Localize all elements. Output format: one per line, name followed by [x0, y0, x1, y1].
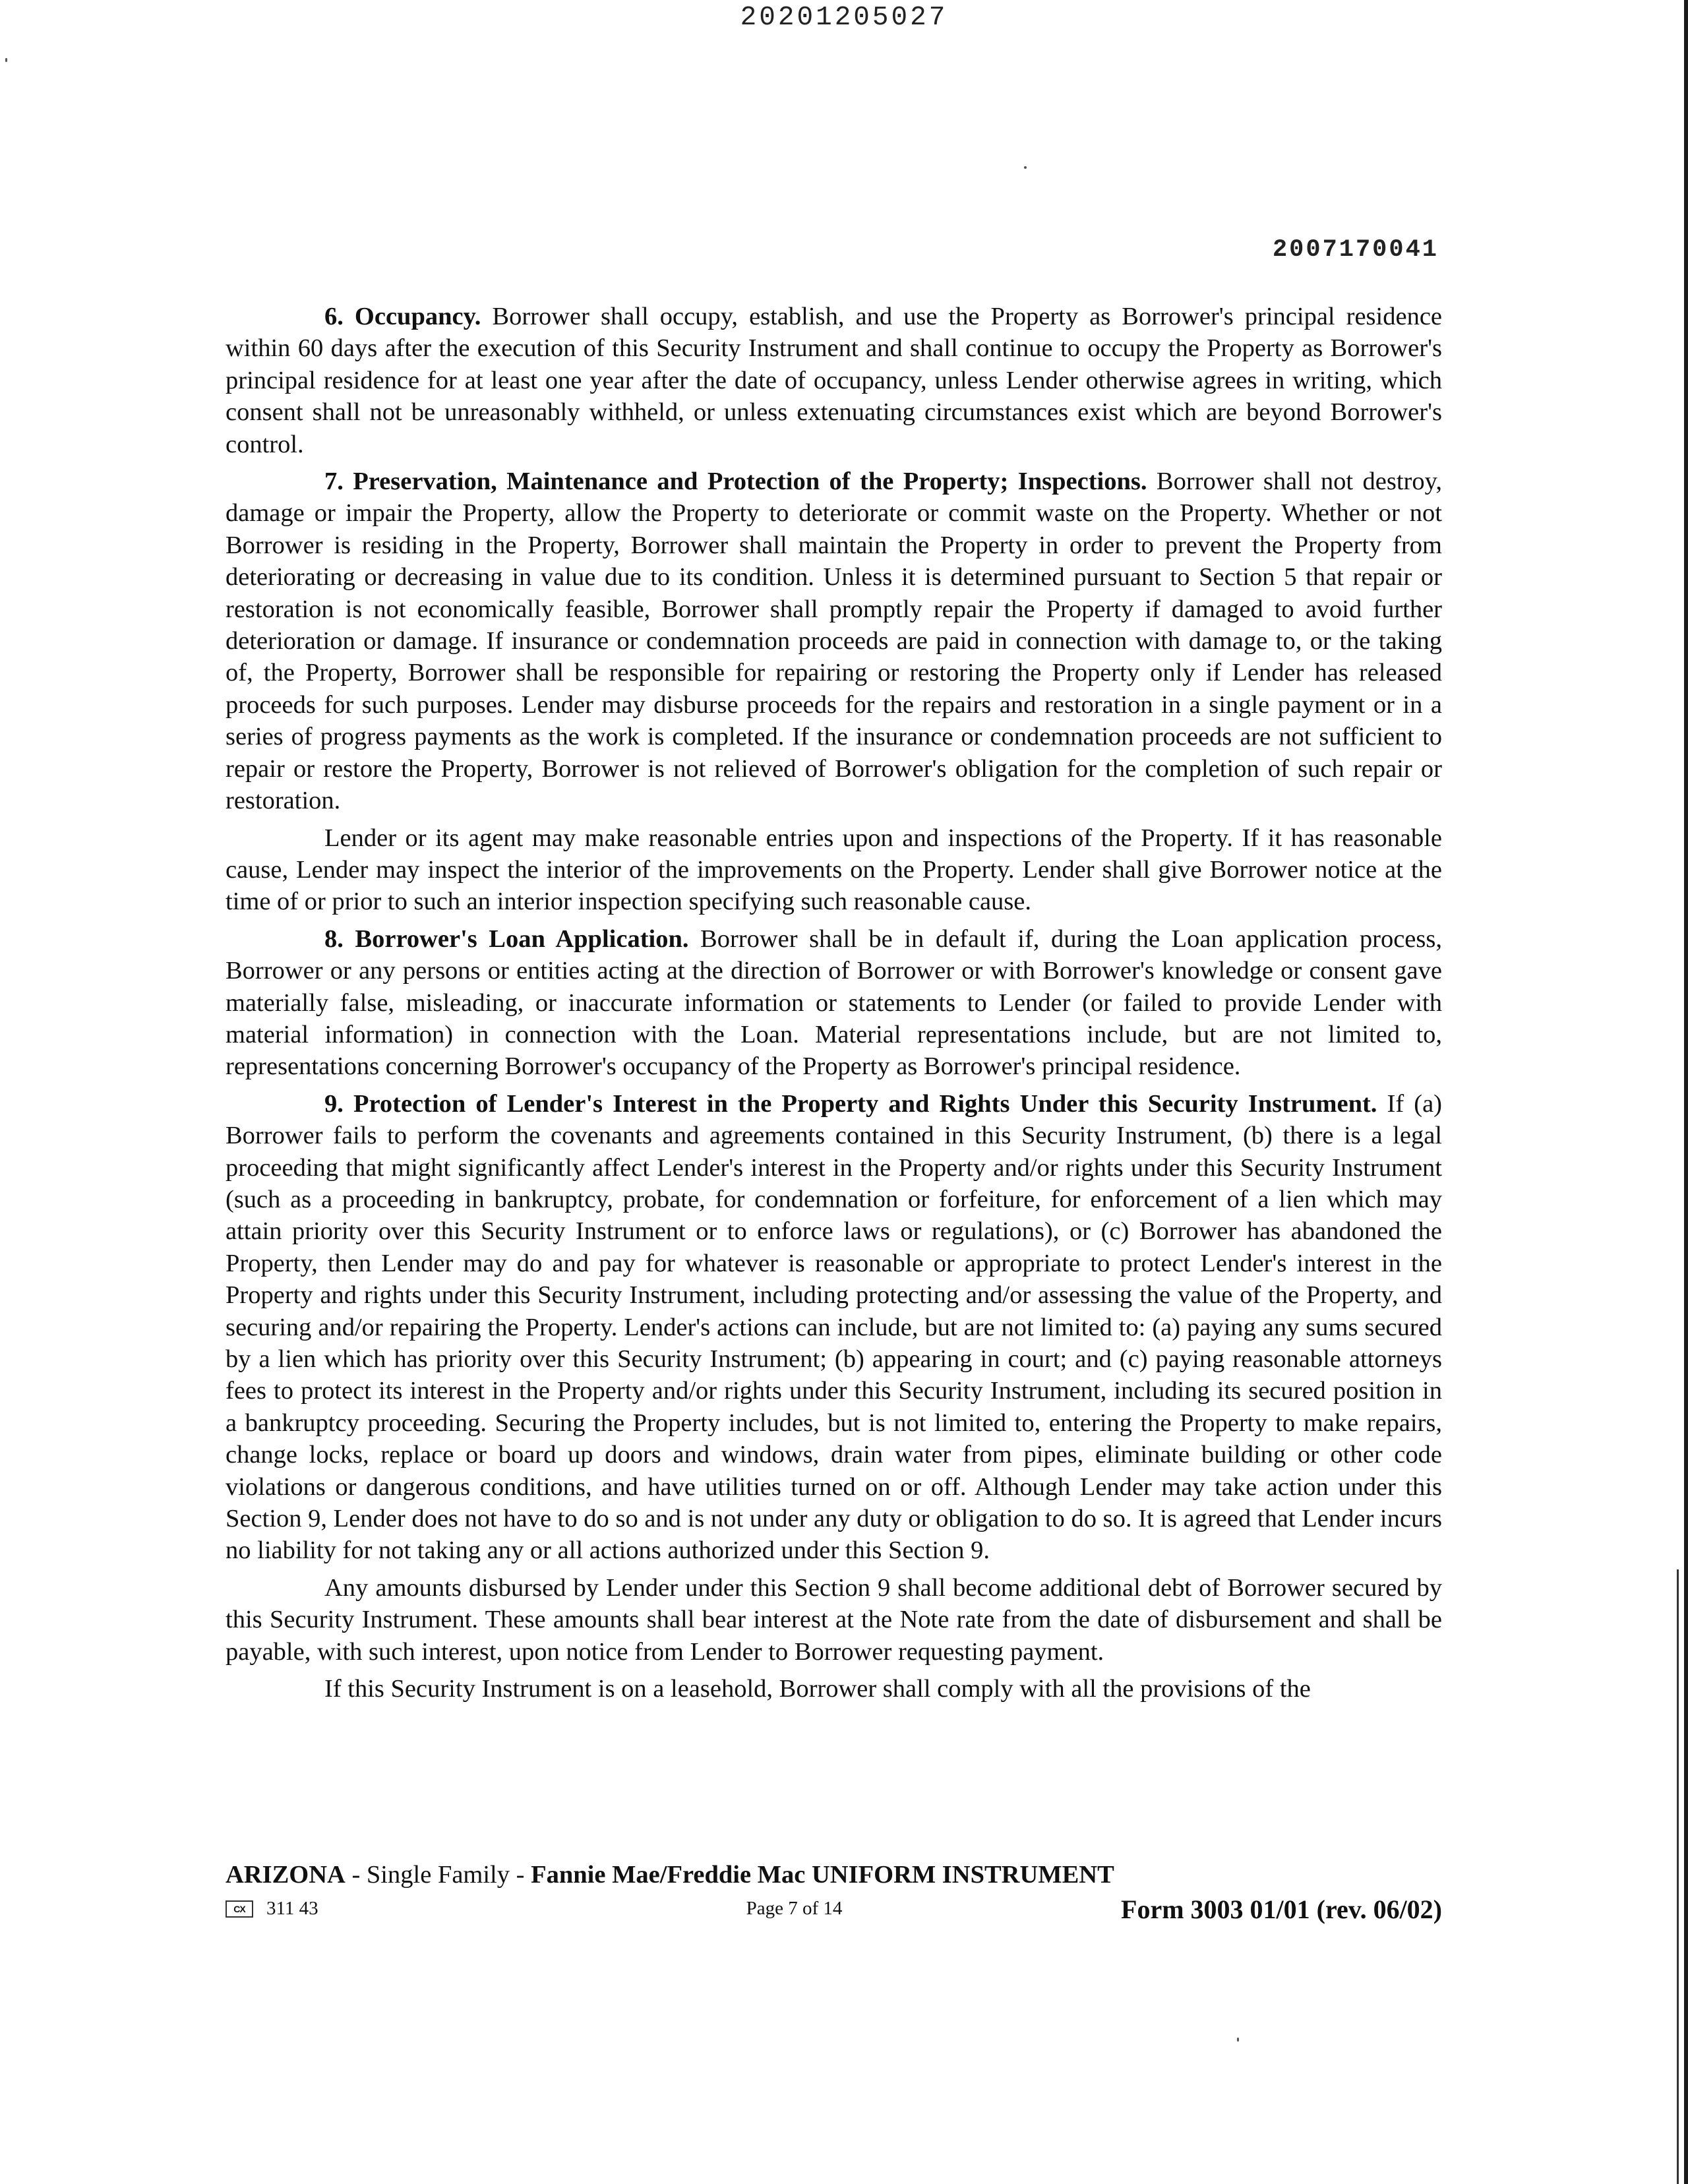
section-heading: 6. Occupancy. [324, 303, 481, 330]
footer-info [226, 1893, 1442, 1929]
recording-number: 20201205027 [740, 3, 948, 33]
section-text: If this Security Instrument is on a leasehold, Borrower shall comply with all the provisions of the [324, 1675, 1311, 1703]
section-preservation [226, 466, 1442, 816]
footer-state: ARIZONA [226, 1861, 346, 1889]
section-loan-application [226, 923, 1442, 1083]
section-leasehold [226, 1673, 1442, 1705]
scan-speck [5, 58, 7, 62]
scan-edge [1684, 0, 1688, 2184]
form-vendor-icon: CX [226, 1900, 253, 1918]
page-number: Page 7 of 14 [746, 1898, 843, 1919]
scan-speck [1237, 2038, 1239, 2042]
scan-speck [1024, 166, 1027, 169]
section-text: Borrower shall occupy, establish, and use the Property as Borrower's principal residence within 60 days after the execution of this Security Instrument and shall continue to occupy the Property as Borrower's principal residence for at least one year after the date of occupancy, unless Lender otherwise agrees in writing, which consent shall not be unreasonably withheld, or unless extenuating circumstances exist which are beyond Borrower's control. [226, 303, 1442, 458]
form-code: 311 43 [266, 1898, 318, 1919]
scan-edge-line [1677, 1569, 1679, 2184]
section-disbursed-amounts [226, 1572, 1442, 1668]
section-heading: 9. Protection of Lender's Interest in the Property and Rights Under this Security Instrument. [324, 1089, 1377, 1118]
section-heading: 7. Preservation, Maintenance and Protection of the Property; Inspections. [324, 468, 1147, 496]
section-protection [226, 1088, 1442, 1567]
form-footer [226, 1860, 1442, 1929]
section-occupancy [226, 301, 1442, 460]
section-text: If (a) Borrower fails to perform the covenants and agreements contained in this Security Instrument, (b) there is a legal proceeding that might significantly affect Lender's interest in the Property and/or rights under this Security Instrument (such as a proceeding in bankruptcy, probate, for condemnation or forfeiture, for enforcement of a lien which may attain priority over this Security Instrument or to enforce laws or regulations), or (c) Borrower has abandoned the Property, then Lender may do and pay for whatever is reasonable or appropriate to protect Lender's interest in the Property and rights under this Security Instrument, including protecting and/or assessing the value of the Property, and securing and/or repairing the Property. Lender's actions can include, but are not limited to: (a) paying any sums secured by a lien which has priority over this Security Instrument; (b) appearing in court; and (c) paying reasonable attorneys fees to protect its interest in the Property and/or rights under this Security Instrument, including its secured position in a bankruptcy proceeding. Securing the Property includes, but is not limited to, entering the Property to make repairs, change locks, replace or board up doors and windows, drain water from pipes, eliminate building or other code violations or dangerous conditions, and have utilities turned on or off. Although Lender may take action under this Section 9, Lender does not have to do so and is not under any duty or obligation to do so. It is agreed that Lender incurs no liability for not taking any or all actions authorized under this Section 9. [226, 1089, 1442, 1565]
document-number: 2007170041 [1272, 236, 1439, 264]
footer-title [226, 1860, 1442, 1890]
document-body [226, 301, 1442, 1710]
form-version: Form 3003 01/01 (rev. 06/02) [1121, 1895, 1442, 1924]
footer-form-name: Fannie Mae/Freddie Mac UNIFORM INSTRUMENT [531, 1861, 1114, 1889]
footer-separator: - Single Family - [345, 1861, 531, 1889]
section-text: Borrower shall be in default if, during the Loan application process, Borrower or any persons or entities acting at the direction of Borrower or with Borrower's knowledge or consent gave materially false, misleading, or inaccurate information or statements to Lender (or failed to provide Lender with material information) in connection with the Loan. Material representations include, but are not limited to, representations concerning Borrower's occupancy of the Property as Borrower's principal residence. [226, 925, 1442, 1081]
section-text: Lender or its agent may make reasonable entries upon and inspections of the Property. If it has reasonable cause, Lender may inspect the interior of the improvements on the Property. Lender shall give Borrower notice at the time of or prior to such an interior inspection specifying such reasonable cause. [226, 824, 1442, 916]
section-inspections [226, 822, 1442, 918]
section-text: Any amounts disbursed by Lender under this Section 9 shall become additional debt of Borrower secured by this Security Instrument. These amounts shall bear interest at the Note rate from the date of disbursement and shall be payable, with such interest, upon notice from Lender to Borrower requesting payment. [226, 1573, 1442, 1666]
section-text: Borrower shall not destroy, damage or impair the Property, allow the Property to deteriorate or commit waste on the Property. Whether or not Borrower is residing in the Property, Borrower shall maintain the Property in order to prevent the Property from deteriorating or decreasing in value due to its condition. Unless it is determined pursuant to Section 5 that repair or restoration is not economically feasible, Borrower shall promptly repair the Property if damaged to avoid further deterioration or damage. If insurance or condemnation proceeds are paid in connection with damage to, or the taking of, the Property, Borrower shall be responsible for repairing or restoring the Property only if Lender has released proceeds for such purposes. Lender may disburse proceeds for the repairs and restoration in a single payment or in a series of progress payments as the work is completed. If the insurance or condemnation proceeds are not sufficient to repair or restore the Property, Borrower is not relieved of Borrower's obligation for the completion of such repair or restoration. [226, 468, 1442, 815]
section-heading: 8. Borrower's Loan Application. [324, 925, 689, 953]
